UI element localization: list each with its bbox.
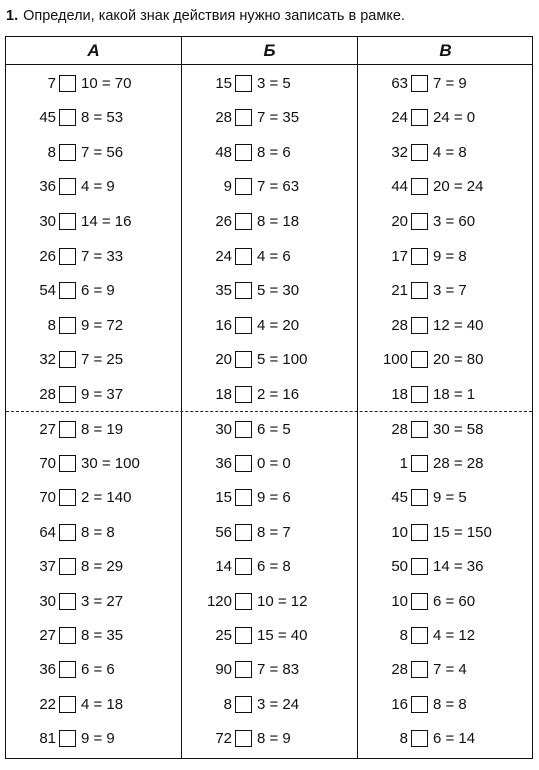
answer-box[interactable] bbox=[59, 351, 76, 368]
equation-rest: 8 = 18 bbox=[257, 212, 300, 230]
answer-box[interactable] bbox=[411, 351, 428, 368]
answer-box[interactable] bbox=[59, 109, 76, 126]
first-operand: 15 bbox=[215, 74, 232, 92]
equation-row bbox=[24, 588, 123, 614]
column-divider bbox=[357, 37, 358, 758]
exercise-table bbox=[5, 36, 533, 759]
answer-box[interactable] bbox=[59, 386, 76, 403]
equation-row bbox=[24, 347, 123, 373]
first-operand: 63 bbox=[391, 74, 408, 92]
equation-rest: 10 = 12 bbox=[257, 592, 308, 610]
equation-rest: 5 = 100 bbox=[257, 351, 308, 369]
answer-box[interactable] bbox=[235, 730, 252, 747]
equation-rest: 9 = 72 bbox=[81, 316, 124, 334]
equation-row bbox=[200, 105, 299, 131]
first-operand: 9 bbox=[223, 178, 232, 196]
equation-rest: 8 = 35 bbox=[81, 626, 124, 644]
first-operand: 100 bbox=[382, 351, 408, 369]
first-operand: 8 bbox=[47, 143, 56, 161]
first-operand: 28 bbox=[215, 109, 232, 127]
answer-box[interactable] bbox=[411, 144, 428, 161]
equation-rest: 4 = 12 bbox=[433, 626, 476, 644]
answer-box[interactable] bbox=[411, 696, 428, 713]
first-operand: 28 bbox=[391, 316, 408, 334]
equation-row bbox=[200, 726, 291, 752]
first-operand: 27 bbox=[39, 626, 56, 644]
answer-box[interactable] bbox=[411, 627, 428, 644]
equation-rest: 4 = 9 bbox=[81, 178, 115, 196]
first-operand: 18 bbox=[215, 385, 232, 403]
answer-box[interactable] bbox=[411, 248, 428, 265]
equation-row bbox=[376, 139, 467, 165]
equation-row bbox=[200, 622, 307, 648]
first-operand: 24 bbox=[391, 109, 408, 127]
answer-box[interactable] bbox=[411, 421, 428, 438]
answer-box[interactable] bbox=[235, 282, 252, 299]
equation-rest: 7 = 35 bbox=[257, 109, 300, 127]
equation-row bbox=[24, 691, 123, 717]
answer-box[interactable] bbox=[59, 627, 76, 644]
equation-row bbox=[376, 519, 492, 545]
equation-row bbox=[200, 278, 299, 304]
answer-box[interactable] bbox=[411, 455, 428, 472]
equation-row bbox=[200, 450, 291, 476]
equation-row bbox=[376, 347, 483, 373]
equation-row bbox=[376, 278, 467, 304]
first-operand: 24 bbox=[215, 247, 232, 265]
column-header-v: В bbox=[439, 41, 452, 60]
answer-box[interactable] bbox=[235, 593, 252, 610]
answer-box[interactable] bbox=[59, 248, 76, 265]
equation-rest: 7 = 56 bbox=[81, 143, 124, 161]
equation-rest: 4 = 8 bbox=[433, 143, 467, 161]
equation-rest: 8 = 8 bbox=[81, 523, 115, 541]
equation-rest: 0 = 0 bbox=[257, 454, 291, 472]
answer-box[interactable] bbox=[235, 489, 252, 506]
first-operand: 25 bbox=[215, 626, 232, 644]
equation-row bbox=[376, 450, 483, 476]
equation-rest: 6 = 6 bbox=[81, 661, 115, 679]
answer-box[interactable] bbox=[235, 558, 252, 575]
first-operand: 120 bbox=[206, 592, 232, 610]
equation-rest: 30 = 58 bbox=[433, 420, 484, 438]
equation-row bbox=[376, 416, 483, 442]
equation-rest: 15 = 40 bbox=[257, 626, 308, 644]
equation-rest: 9 = 5 bbox=[433, 489, 467, 507]
answer-box[interactable] bbox=[59, 317, 76, 334]
answer-box[interactable] bbox=[411, 282, 428, 299]
first-operand: 54 bbox=[39, 282, 56, 300]
equation-rest: 9 = 9 bbox=[81, 730, 115, 748]
first-operand: 90 bbox=[215, 661, 232, 679]
equation-row bbox=[24, 726, 115, 752]
equation-row bbox=[376, 588, 475, 614]
equation-row bbox=[376, 485, 467, 511]
answer-box[interactable] bbox=[59, 178, 76, 195]
first-operand: 15 bbox=[215, 489, 232, 507]
first-operand: 16 bbox=[215, 316, 232, 334]
answer-box[interactable] bbox=[59, 213, 76, 230]
answer-box[interactable] bbox=[411, 109, 428, 126]
equation-row bbox=[200, 691, 299, 717]
first-operand: 20 bbox=[215, 351, 232, 369]
equation-row bbox=[24, 312, 123, 338]
equation-row bbox=[200, 416, 291, 442]
equation-row bbox=[376, 208, 475, 234]
equation-row bbox=[24, 657, 115, 683]
equation-row bbox=[200, 139, 291, 165]
equation-row bbox=[376, 70, 467, 96]
equation-rest: 8 = 29 bbox=[81, 558, 124, 576]
equation-rest: 2 = 16 bbox=[257, 385, 300, 403]
first-operand: 64 bbox=[39, 523, 56, 541]
answer-box[interactable] bbox=[235, 317, 252, 334]
equation-row bbox=[200, 588, 307, 614]
equation-rest: 8 = 8 bbox=[433, 695, 467, 713]
first-operand: 50 bbox=[391, 558, 408, 576]
first-operand: 28 bbox=[391, 661, 408, 679]
answer-box[interactable] bbox=[235, 386, 252, 403]
equation-row bbox=[376, 691, 467, 717]
answer-box[interactable] bbox=[235, 455, 252, 472]
equation-row bbox=[376, 554, 483, 580]
answer-box[interactable] bbox=[59, 730, 76, 747]
first-operand: 32 bbox=[39, 351, 56, 369]
equation-row bbox=[24, 243, 123, 269]
equation-rest: 12 = 40 bbox=[433, 316, 484, 334]
equation-rest: 6 = 8 bbox=[257, 558, 291, 576]
first-operand: 22 bbox=[39, 695, 56, 713]
first-operand: 20 bbox=[391, 212, 408, 230]
equation-rest: 2 = 140 bbox=[81, 489, 132, 507]
equation-rest: 7 = 83 bbox=[257, 661, 300, 679]
equation-row bbox=[24, 450, 140, 476]
first-operand: 8 bbox=[47, 316, 56, 334]
first-operand: 35 bbox=[215, 282, 232, 300]
answer-box[interactable] bbox=[235, 661, 252, 678]
equation-row bbox=[24, 554, 123, 580]
answer-box[interactable] bbox=[59, 75, 76, 92]
first-operand: 8 bbox=[399, 626, 408, 644]
answer-box[interactable] bbox=[59, 489, 76, 506]
answer-box[interactable] bbox=[235, 696, 252, 713]
answer-box[interactable] bbox=[59, 524, 76, 541]
equation-rest: 7 = 9 bbox=[433, 74, 467, 92]
answer-box[interactable] bbox=[411, 489, 428, 506]
answer-box[interactable] bbox=[411, 178, 428, 195]
equation-rest: 28 = 28 bbox=[433, 454, 484, 472]
equation-row bbox=[376, 726, 475, 752]
first-operand: 36 bbox=[39, 661, 56, 679]
equation-rest: 3 = 24 bbox=[257, 695, 300, 713]
answer-box[interactable] bbox=[411, 524, 428, 541]
answer-box[interactable] bbox=[59, 144, 76, 161]
answer-box[interactable] bbox=[235, 213, 252, 230]
answer-box[interactable] bbox=[235, 524, 252, 541]
first-operand: 10 bbox=[391, 592, 408, 610]
first-operand: 7 bbox=[47, 74, 56, 92]
equation-row bbox=[24, 105, 123, 131]
answer-box[interactable] bbox=[59, 593, 76, 610]
equation-rest: 5 = 30 bbox=[257, 282, 300, 300]
equation-row bbox=[24, 174, 115, 200]
equation-rest: 9 = 6 bbox=[257, 489, 291, 507]
equation-rest: 24 = 0 bbox=[433, 109, 476, 127]
answer-box[interactable] bbox=[235, 144, 252, 161]
task-text: Определи, какой знак действия нужно записать в рамке. bbox=[23, 8, 405, 24]
equation-row bbox=[376, 622, 475, 648]
equation-row bbox=[376, 105, 475, 131]
equation-rest: 9 = 8 bbox=[433, 247, 467, 265]
equation-rest: 7 = 25 bbox=[81, 351, 124, 369]
first-operand: 27 bbox=[39, 420, 56, 438]
answer-box[interactable] bbox=[411, 593, 428, 610]
first-operand: 81 bbox=[39, 730, 56, 748]
answer-box[interactable] bbox=[411, 75, 428, 92]
first-operand: 18 bbox=[391, 385, 408, 403]
answer-box[interactable] bbox=[235, 421, 252, 438]
first-operand: 48 bbox=[215, 143, 232, 161]
equation-row bbox=[200, 519, 291, 545]
equation-row bbox=[376, 312, 483, 338]
answer-box[interactable] bbox=[235, 178, 252, 195]
section-divider bbox=[6, 411, 532, 412]
first-operand: 44 bbox=[391, 178, 408, 196]
equation-rest: 3 = 27 bbox=[81, 592, 124, 610]
equation-rest: 8 = 9 bbox=[257, 730, 291, 748]
first-operand: 28 bbox=[39, 385, 56, 403]
equation-rest: 8 = 53 bbox=[81, 109, 124, 127]
first-operand: 16 bbox=[391, 695, 408, 713]
equation-rest: 8 = 6 bbox=[257, 143, 291, 161]
first-operand: 8 bbox=[399, 730, 408, 748]
first-operand: 14 bbox=[215, 558, 232, 576]
equation-row bbox=[24, 208, 131, 234]
task-statement bbox=[6, 4, 536, 28]
column-divider bbox=[181, 37, 182, 758]
column-header-b: Б bbox=[263, 41, 276, 60]
equation-rest: 3 = 60 bbox=[433, 212, 476, 230]
equation-rest: 4 = 20 bbox=[257, 316, 300, 334]
first-operand: 10 bbox=[391, 523, 408, 541]
first-operand: 1 bbox=[399, 454, 408, 472]
answer-box[interactable] bbox=[411, 661, 428, 678]
equation-row bbox=[376, 243, 467, 269]
equation-row bbox=[200, 381, 299, 407]
first-operand: 70 bbox=[39, 489, 56, 507]
equation-rest: 6 = 14 bbox=[433, 730, 476, 748]
answer-box[interactable] bbox=[235, 627, 252, 644]
equation-rest: 3 = 7 bbox=[433, 282, 467, 300]
answer-box[interactable] bbox=[235, 109, 252, 126]
answer-box[interactable] bbox=[411, 730, 428, 747]
equation-row bbox=[24, 622, 123, 648]
first-operand: 21 bbox=[391, 282, 408, 300]
answer-box[interactable] bbox=[235, 75, 252, 92]
equation-rest: 20 = 24 bbox=[433, 178, 484, 196]
answer-box[interactable] bbox=[59, 455, 76, 472]
equation-row bbox=[200, 174, 299, 200]
first-operand: 30 bbox=[39, 212, 56, 230]
answer-box[interactable] bbox=[59, 421, 76, 438]
equation-row bbox=[24, 485, 131, 511]
first-operand: 17 bbox=[391, 247, 408, 265]
answer-box[interactable] bbox=[411, 386, 428, 403]
equation-row bbox=[200, 485, 291, 511]
answer-box[interactable] bbox=[411, 317, 428, 334]
equation-row bbox=[376, 381, 475, 407]
equation-rest: 8 = 19 bbox=[81, 420, 124, 438]
equation-row bbox=[200, 243, 291, 269]
equation-row bbox=[200, 347, 307, 373]
answer-box[interactable] bbox=[59, 282, 76, 299]
first-operand: 45 bbox=[39, 109, 56, 127]
first-operand: 30 bbox=[39, 592, 56, 610]
equation-rest: 18 = 1 bbox=[433, 385, 476, 403]
answer-box[interactable] bbox=[411, 213, 428, 230]
first-operand: 26 bbox=[215, 212, 232, 230]
equation-row bbox=[24, 70, 131, 96]
equation-row bbox=[200, 208, 299, 234]
equation-row bbox=[24, 416, 123, 442]
first-operand: 45 bbox=[391, 489, 408, 507]
equation-rest: 15 = 150 bbox=[433, 523, 492, 541]
equation-rest: 10 = 70 bbox=[81, 74, 132, 92]
equation-row bbox=[200, 312, 299, 338]
first-operand: 70 bbox=[39, 454, 56, 472]
equation-rest: 7 = 33 bbox=[81, 247, 124, 265]
first-operand: 28 bbox=[391, 420, 408, 438]
answer-box[interactable] bbox=[59, 661, 76, 678]
equation-row bbox=[376, 174, 483, 200]
first-operand: 36 bbox=[39, 178, 56, 196]
equation-row bbox=[24, 278, 115, 304]
equation-row bbox=[200, 70, 291, 96]
equation-row bbox=[376, 657, 467, 683]
column-header-a: А bbox=[87, 41, 100, 60]
equation-rest: 9 = 37 bbox=[81, 385, 124, 403]
equation-rest: 30 = 100 bbox=[81, 454, 140, 472]
equation-row bbox=[24, 139, 123, 165]
answer-box[interactable] bbox=[235, 351, 252, 368]
equation-rest: 7 = 63 bbox=[257, 178, 300, 196]
equation-rest: 4 = 18 bbox=[81, 695, 124, 713]
equation-rest: 14 = 16 bbox=[81, 212, 132, 230]
task-number: 1. bbox=[6, 8, 19, 24]
answer-box[interactable] bbox=[59, 558, 76, 575]
first-operand: 26 bbox=[39, 247, 56, 265]
first-operand: 37 bbox=[39, 558, 56, 576]
answer-box[interactable] bbox=[59, 696, 76, 713]
first-operand: 36 bbox=[215, 454, 232, 472]
equation-row bbox=[24, 381, 123, 407]
answer-box[interactable] bbox=[411, 558, 428, 575]
equation-rest: 20 = 80 bbox=[433, 351, 484, 369]
equation-rest: 6 = 9 bbox=[81, 282, 115, 300]
first-operand: 72 bbox=[215, 730, 232, 748]
equation-rest: 6 = 5 bbox=[257, 420, 291, 438]
first-operand: 8 bbox=[223, 695, 232, 713]
equation-row bbox=[200, 657, 299, 683]
equation-rest: 3 = 5 bbox=[257, 74, 291, 92]
equation-rest: 6 = 60 bbox=[433, 592, 476, 610]
equation-rest: 14 = 36 bbox=[433, 558, 484, 576]
first-operand: 32 bbox=[391, 143, 408, 161]
equation-row bbox=[24, 519, 115, 545]
equation-rest: 8 = 7 bbox=[257, 523, 291, 541]
equation-rest: 4 = 6 bbox=[257, 247, 291, 265]
equation-row bbox=[200, 554, 291, 580]
equation-rest: 7 = 4 bbox=[433, 661, 467, 679]
answer-box[interactable] bbox=[235, 248, 252, 265]
first-operand: 30 bbox=[215, 420, 232, 438]
first-operand: 56 bbox=[215, 523, 232, 541]
